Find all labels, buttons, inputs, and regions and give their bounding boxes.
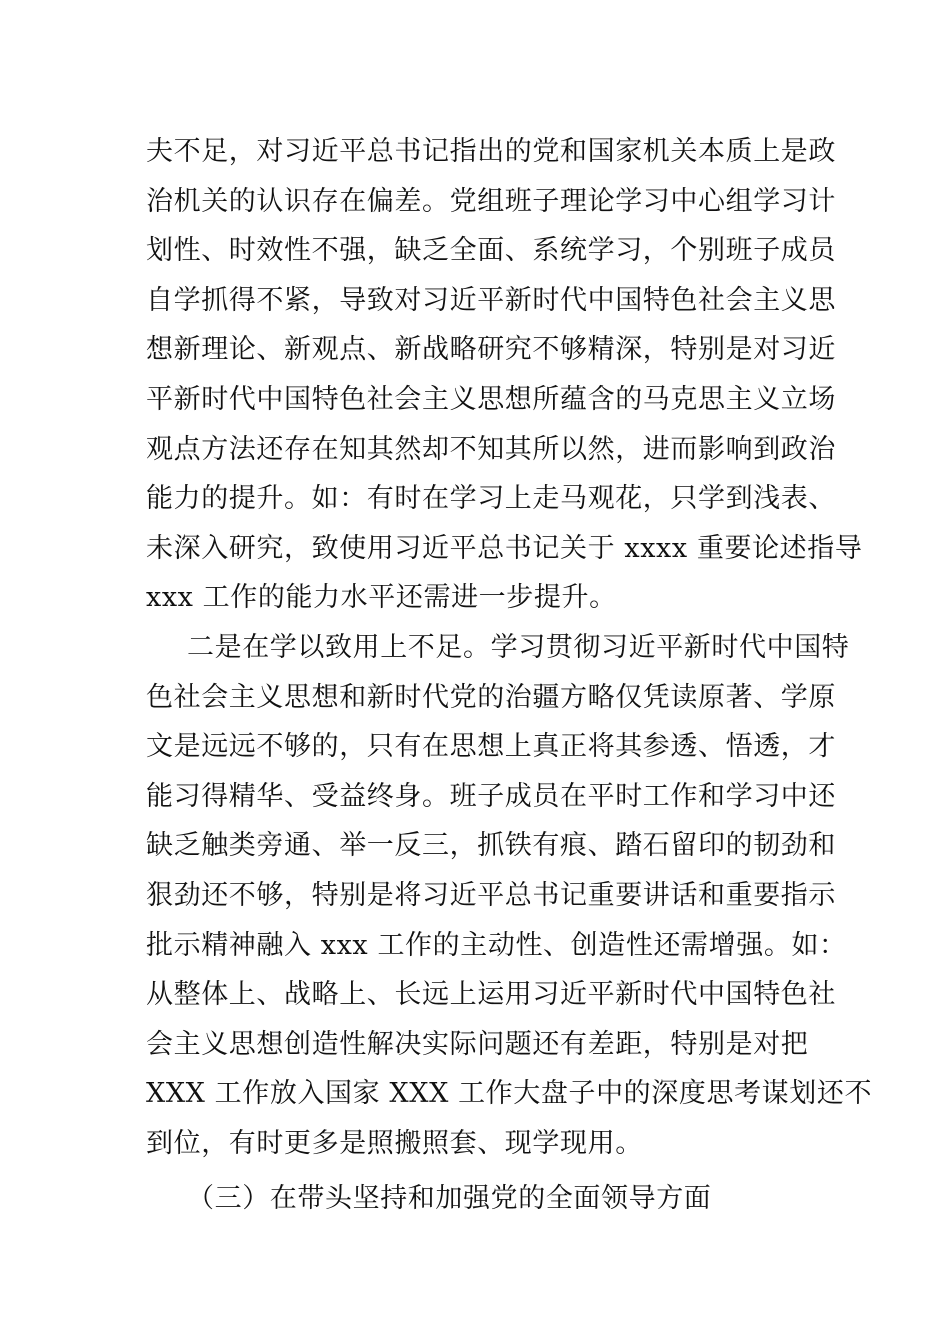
paragraph-2 — [146, 623, 873, 1169]
paragraph-2-line: 缺乏触类旁通、举一反三，抓铁有痕、踏石留印的韧劲和 — [146, 830, 836, 862]
paragraph-1-line: 划性、时效性不强，缺乏全面、系统学习，个别班子成员 — [146, 235, 836, 267]
paragraph-1-line: 观点方法还存在知其然却不知其所以然，进而影响到政治 — [146, 433, 836, 465]
paragraph-2-line: XXX 工作放入国家 XXX 工作大盘子中的深度思考谋划还不 — [146, 1078, 873, 1110]
paragraph-2-line: 狠劲还不够，特别是将习近平总书记重要讲话和重要指示 — [146, 879, 836, 911]
paragraph-1-line: 能力的提升。如：有时在学习上走马观花，只学到浅表、 — [146, 483, 836, 515]
document-body — [146, 127, 873, 1224]
paragraph-2-line: 文是远远不够的，只有在思想上真正将其参透、悟透，才 — [146, 731, 836, 763]
paragraph-1-line: 平新时代中国特色社会主义思想所蕴含的马克思主义立场 — [146, 383, 836, 415]
paragraph-2-line: 到位，有时更多是照搬照套、现学现用。 — [146, 1127, 643, 1159]
paragraph-2-line: 会主义思想创造性解决实际问题还有差距，特别是对把 — [146, 1028, 809, 1060]
paragraph-2-line: 色社会主义思想和新时代党的治疆方略仅凭读原著、学原 — [146, 681, 836, 713]
paragraph-1-line: 自学抓得不紧，导致对习近平新时代中国特色社会主义思 — [146, 284, 836, 316]
paragraph-2-line: 从整体上、战略上、长远上运用习近平新时代中国特色社 — [146, 979, 836, 1011]
paragraph-1-line: 未深入研究，致使用习近平总书记关于 xxxx 重要论述指导 — [146, 532, 863, 564]
paragraph-1-line: 夫不足，对习近平总书记指出的党和国家机关本质上是政 — [146, 136, 836, 167]
paragraph-2-line: 批示精神融入 xxx 工作的主动性、创造性还需增强。如： — [146, 929, 847, 961]
section-heading: （三）在带头坚持和加强党的全面领导方面 — [187, 1183, 712, 1215]
paragraph-1-line: xxx 工作的能力水平还需进一步提升。 — [146, 582, 617, 614]
paragraph-2-line: 能习得精华、受益终身。班子成员在平时工作和学习中还 — [146, 780, 836, 812]
paragraph-1 — [146, 127, 863, 623]
paragraph-2-line: 二是在学以致用上不足。学习贯彻习近平新时代中国特 — [187, 631, 850, 663]
paragraph-1-line: 治机关的认识存在偏差。党组班子理论学习中心组学习计 — [146, 185, 836, 217]
paragraph-1-line: 想新理论、新观点、新战略研究不够精深，特别是对习近 — [146, 334, 836, 366]
